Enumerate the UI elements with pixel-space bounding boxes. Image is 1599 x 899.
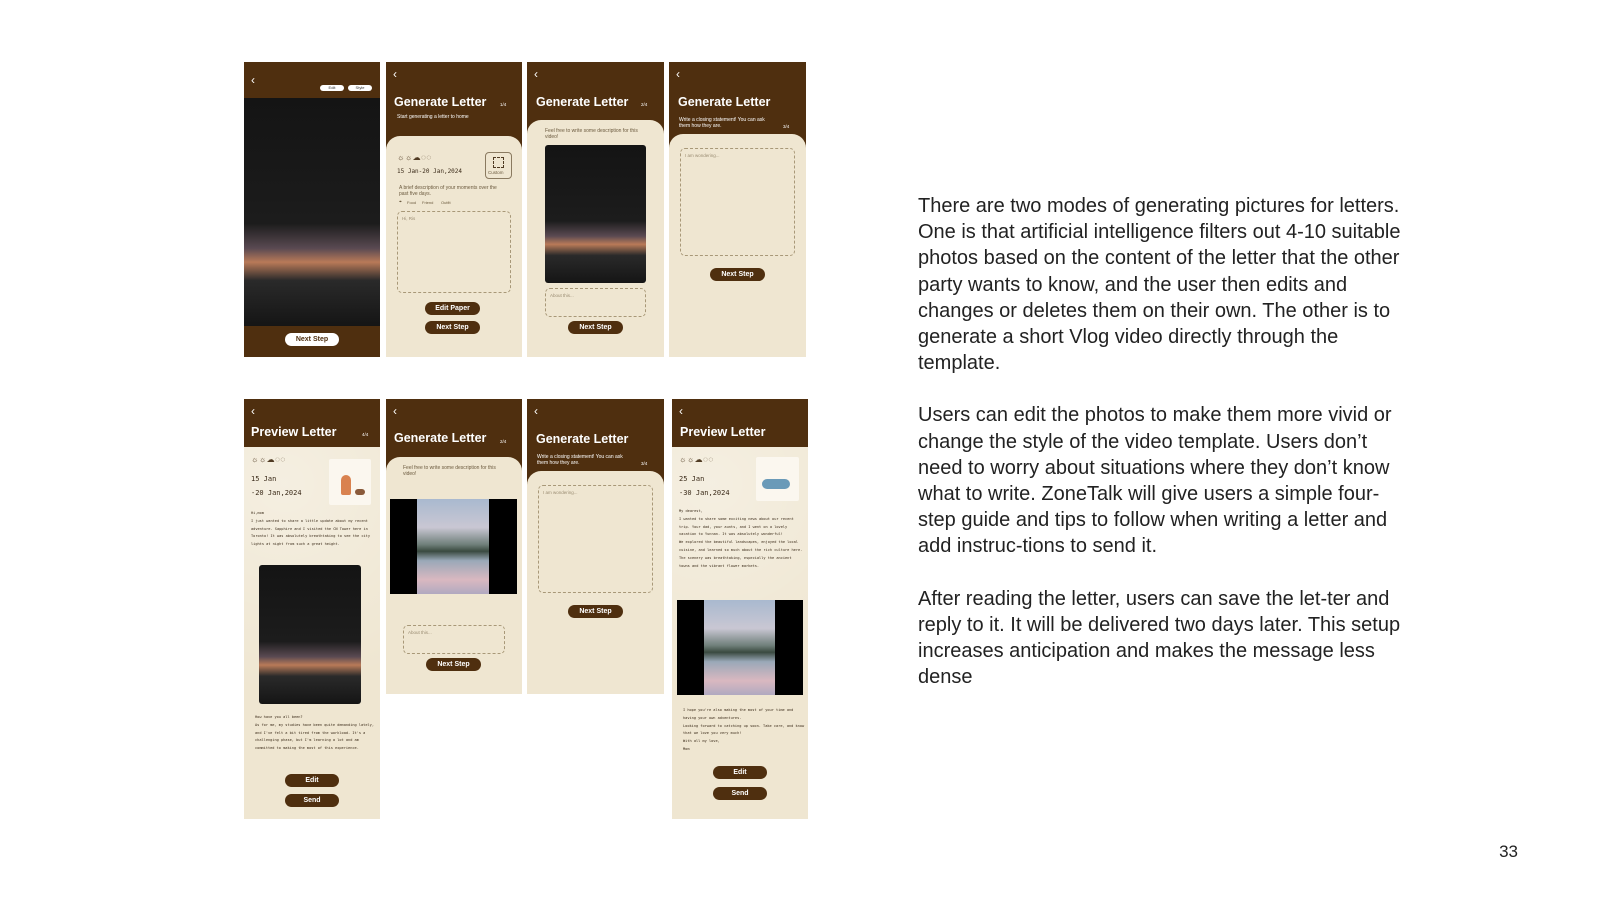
next-step-button[interactable]: Next Step [285, 333, 339, 346]
step-indicator: 2/4 [500, 439, 507, 444]
brief-prompt: A brief description of your moments over the past five days. [399, 185, 497, 197]
description-placeholder: About this... [550, 293, 574, 298]
page-title: Generate Letter [536, 432, 629, 446]
description-prompt: Feel free to write some description for this video! [403, 465, 496, 477]
screen-generate-step2 [527, 62, 664, 357]
weather-icons[interactable]: ☼☼☁◌◌ [397, 153, 432, 162]
family-sticker [756, 457, 799, 501]
location-icon: ⌖ [399, 199, 402, 205]
page-title: Generate Letter [394, 431, 487, 445]
back-icon[interactable]: ‹ [676, 67, 680, 81]
lake-video-thumbnail [417, 499, 489, 594]
page-title: Preview Letter [680, 425, 766, 439]
sticker-car [762, 479, 790, 489]
subtitle: Write a closing statement! You can ask them how they are. [679, 117, 765, 129]
night-photo [244, 98, 380, 326]
style-pill-button[interactable]: Style [348, 85, 372, 91]
page-title: Generate Letter [536, 95, 629, 109]
custom-button[interactable] [485, 152, 512, 179]
page-title: Generate Letter [394, 95, 487, 109]
header [244, 399, 380, 447]
letter-body-bottom: I hope you're also making the most of your time and having your own adventures. Looking forward to catching up soon. Take care, and know that we love you very much! With all my love, Mom [683, 708, 805, 751]
edit-pill-button[interactable]: Edit [320, 85, 344, 91]
step-indicator: 1/4 [500, 102, 507, 107]
tag-food[interactable]: Food [407, 200, 417, 205]
page-number: 33 [1499, 842, 1518, 861]
next-step-button[interactable]: Next Step [426, 658, 481, 671]
tag-friend[interactable]: Friend [422, 200, 434, 205]
description-text [918, 193, 1408, 716]
description-paragraph-1: There are two modes of generating pictures for letters. One is that artificial intelligence filters out 4-10 suitable photos based on the content of the letter that the other party wants to know, and the user then edits and changes or deletes them on their own. The other is to generate a short Vlog video directly through the template. [918, 195, 1401, 375]
screen-generate-step1 [386, 62, 522, 357]
back-icon[interactable]: ‹ [393, 404, 397, 418]
screen-generate-step3-video [527, 399, 664, 694]
date-start: 15 Jan [251, 475, 277, 483]
video-thumbnail[interactable] [545, 145, 646, 283]
step-indicator: 4/4 [362, 432, 369, 437]
description-prompt: Feel free to write some description for this video! [545, 128, 638, 140]
closing-placeholder: I am wondering... [543, 490, 578, 495]
subtitle: Start generating a letter to home [397, 114, 469, 120]
sticker-dog [355, 489, 365, 495]
description-paragraph-3: After reading the letter, users can save the let-ter and reply to it. It will be delivered two days later. This setup increases anticipation and makes the message less dense [918, 587, 1401, 689]
letter-input[interactable] [397, 211, 511, 293]
custom-icon [493, 157, 504, 168]
date-start: 25 Jan [679, 475, 705, 483]
screen-preview-letter-video [672, 399, 808, 819]
screen-generate-step3 [669, 62, 806, 357]
letter-photo [259, 565, 361, 704]
tag-outfit[interactable]: Outfit [441, 200, 451, 205]
date-range: 15 Jan-20 Jan,2024 [397, 168, 463, 175]
back-icon[interactable]: ‹ [251, 404, 255, 418]
description-input[interactable] [545, 288, 646, 317]
screen-preview-letter [244, 399, 380, 819]
letter-body-bottom: How have you all been? As for me, my studies have been quite demanding lately, and I've felt a bit tired from the workload. It's a challenging phase, but I'm learning a lot and am committed to making the most of this experience. [255, 715, 374, 751]
weather-icons: ☼☼☁◌◌ [251, 455, 286, 464]
description-paragraph-2: Users can edit the photos to make them more vivid or change the style of the video template. Users don’t need to worry about situations where they don’t know what to write. ZoneTalk will give users a simple four-step guide and tips to follow when writing a letter and add instruc-tions to send it. [918, 404, 1392, 558]
date-end: -20 Jan,2024 [251, 489, 302, 497]
next-step-button[interactable]: Next Step [568, 605, 623, 618]
header [672, 399, 808, 447]
custom-label: Custom [488, 170, 504, 175]
letter-placeholder: Hi, Ris [402, 216, 416, 221]
description-input[interactable] [403, 625, 505, 654]
sticker-figure [341, 475, 351, 495]
page-title: Generate Letter [678, 95, 771, 109]
page-title: Preview Letter [251, 425, 337, 439]
step-indicator: 3/4 [783, 124, 790, 129]
step-indicator: 3/4 [641, 461, 648, 466]
edit-button[interactable]: Edit [713, 766, 767, 779]
next-step-button[interactable]: Next Step [710, 268, 765, 281]
back-icon[interactable]: ‹ [534, 67, 538, 81]
edit-button[interactable]: Edit [285, 774, 339, 787]
weather-icons: ☼☼☁◌◌ [679, 455, 714, 464]
back-icon[interactable]: ‹ [679, 404, 683, 418]
closing-placeholder: I am wondering... [685, 153, 720, 158]
next-step-button[interactable]: Next Step [425, 321, 480, 334]
step-indicator: 2/4 [641, 102, 648, 107]
letter-body-top: Hi,mom I just wanted to share a little update about my recent adventure. Sapphire and I visited the CN Tower here in Toronto! It was absolutely breathtaking to see the city lights at night from such a great height. [251, 511, 370, 547]
back-icon[interactable]: ‹ [393, 67, 397, 81]
send-button[interactable]: Send [285, 794, 339, 807]
description-placeholder: About this... [408, 630, 432, 635]
send-button[interactable]: Send [713, 787, 767, 800]
screen-generate-step2-video [386, 399, 522, 694]
closing-input[interactable] [538, 485, 653, 593]
closing-input[interactable] [680, 148, 795, 256]
lake-video-thumbnail [704, 600, 775, 695]
back-icon[interactable]: ‹ [251, 73, 255, 87]
date-end: -30 Jan,2024 [679, 489, 730, 497]
subtitle: Write a closing statement! You can ask them how they are. [537, 454, 623, 466]
next-step-button[interactable]: Next Step [568, 321, 623, 334]
screen-photo-edit [244, 62, 380, 357]
back-icon[interactable]: ‹ [534, 404, 538, 418]
family-sticker [329, 459, 371, 505]
edit-paper-button[interactable]: Edit Paper [425, 302, 480, 315]
letter-body-top: My dearest, I wanted to share some exciting news about our recent trip. Your dad, your aunts, and I went on a lovely vacation to Yunnan. It was absolutely wonderful! We explored the beautiful landscapes, enjoyed the local cuisine, and learned so much about the rich culture here. The scenery was breathtaking, especially the ancient towns and the vibrant flower markets. [679, 509, 803, 568]
